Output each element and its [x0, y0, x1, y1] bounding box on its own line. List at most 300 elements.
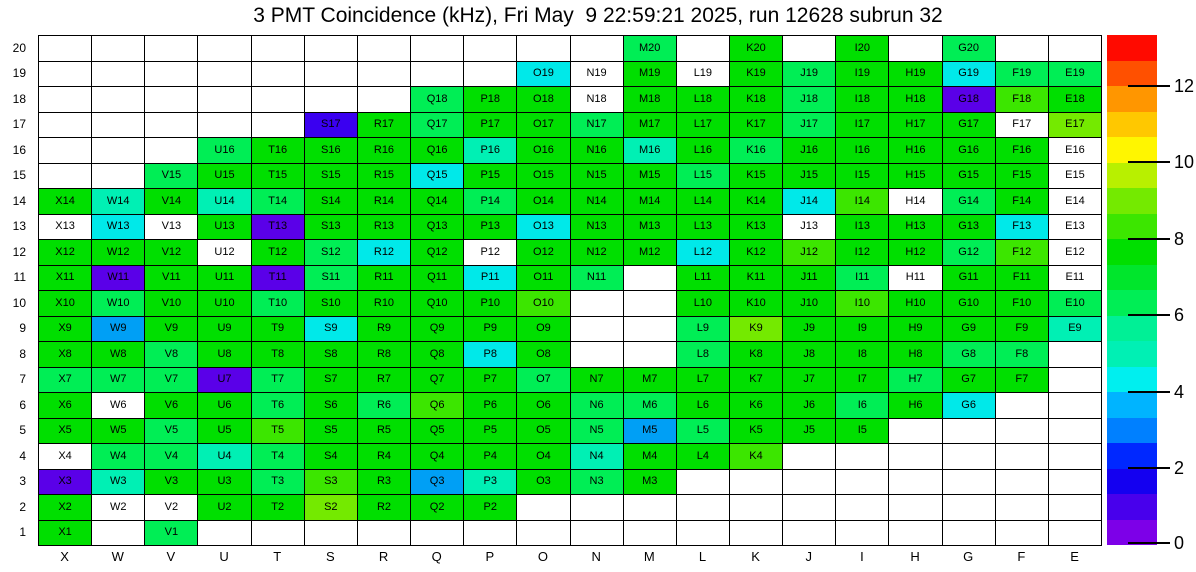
- cell-P3: P3: [464, 470, 517, 496]
- cell-S16: S16: [305, 138, 358, 164]
- cell-V3: V3: [145, 470, 198, 496]
- cell-I11: I11: [836, 266, 889, 292]
- cell-L5: L5: [677, 419, 730, 445]
- empty-cell: [889, 444, 942, 470]
- cell-H8: H8: [889, 342, 942, 368]
- cell-K4: K4: [730, 444, 783, 470]
- cell-U12: U12: [198, 240, 251, 266]
- cell-T10: T10: [252, 291, 305, 317]
- cell-K5: K5: [730, 419, 783, 445]
- cell-X13: X13: [39, 215, 92, 241]
- cell-K10: K10: [730, 291, 783, 317]
- cell-T13: T13: [252, 215, 305, 241]
- x-axis-label-H: H: [910, 549, 920, 564]
- cell-N7: N7: [571, 368, 624, 394]
- cell-Q12: Q12: [411, 240, 464, 266]
- y-axis-label-11: 11: [13, 270, 26, 285]
- cell-L4: L4: [677, 444, 730, 470]
- cell-J12: J12: [783, 240, 836, 266]
- colorbar-tick: [1128, 238, 1170, 240]
- x-axis-label-P: P: [485, 549, 495, 564]
- empty-cell: [92, 521, 145, 547]
- empty-cell: [624, 317, 677, 343]
- colorbar-tick-label: 2: [1174, 458, 1185, 479]
- empty-cell: [252, 521, 305, 547]
- cell-L15: L15: [677, 164, 730, 190]
- empty-cell: [145, 138, 198, 164]
- empty-cell: [1049, 470, 1102, 496]
- cell-X12: X12: [39, 240, 92, 266]
- cell-P18: P18: [464, 87, 517, 113]
- empty-cell: [39, 164, 92, 190]
- empty-cell: [624, 521, 677, 547]
- cell-W12: W12: [92, 240, 145, 266]
- empty-cell: [464, 36, 517, 62]
- cell-K19: K19: [730, 62, 783, 88]
- cell-I14: I14: [836, 189, 889, 215]
- cell-O9: O9: [517, 317, 570, 343]
- cell-T2: T2: [252, 495, 305, 521]
- cell-I15: I15: [836, 164, 889, 190]
- empty-cell: [92, 113, 145, 139]
- x-axis-label-O: O: [537, 549, 549, 564]
- empty-cell: [252, 113, 305, 139]
- cell-G20: G20: [943, 36, 996, 62]
- empty-cell: [252, 87, 305, 113]
- cell-T11: T11: [252, 266, 305, 292]
- empty-cell: [571, 342, 624, 368]
- empty-cell: [677, 36, 730, 62]
- cell-W4: W4: [92, 444, 145, 470]
- cell-F10: F10: [996, 291, 1049, 317]
- y-axis-label-1: 1: [19, 525, 26, 540]
- cell-W5: W5: [92, 419, 145, 445]
- colorbar-band: [1107, 239, 1157, 265]
- colorbar-band: [1107, 469, 1157, 495]
- cell-I8: I8: [836, 342, 889, 368]
- cell-V14: V14: [145, 189, 198, 215]
- colorbar-band: [1107, 188, 1157, 214]
- empty-cell: [624, 495, 677, 521]
- empty-cell: [624, 291, 677, 317]
- cell-J16: J16: [783, 138, 836, 164]
- y-axis-label-17: 17: [12, 117, 26, 132]
- cell-V11: V11: [145, 266, 198, 292]
- empty-cell: [889, 36, 942, 62]
- empty-cell: [783, 470, 836, 496]
- cell-O18: O18: [517, 87, 570, 113]
- cell-S2: S2: [305, 495, 358, 521]
- cell-P8: P8: [464, 342, 517, 368]
- x-axis-label-L: L: [698, 549, 707, 564]
- cell-S6: S6: [305, 393, 358, 419]
- cell-V13: V13: [145, 215, 198, 241]
- empty-cell: [783, 444, 836, 470]
- empty-cell: [305, 36, 358, 62]
- x-axis-label-T: T: [273, 549, 282, 564]
- cell-T12: T12: [252, 240, 305, 266]
- empty-cell: [358, 521, 411, 547]
- cell-T3: T3: [252, 470, 305, 496]
- empty-cell: [730, 470, 783, 496]
- empty-cell: [996, 521, 1049, 547]
- cell-G12: G12: [943, 240, 996, 266]
- empty-cell: [145, 87, 198, 113]
- cell-T6: T6: [252, 393, 305, 419]
- empty-cell: [996, 470, 1049, 496]
- cell-O3: O3: [517, 470, 570, 496]
- empty-cell: [39, 113, 92, 139]
- cell-J6: J6: [783, 393, 836, 419]
- cell-O11: O11: [517, 266, 570, 292]
- empty-cell: [783, 521, 836, 547]
- cell-J15: J15: [783, 164, 836, 190]
- cell-F18: F18: [996, 87, 1049, 113]
- cell-S10: S10: [305, 291, 358, 317]
- cell-E19: E19: [1049, 62, 1102, 88]
- empty-cell: [39, 87, 92, 113]
- colorbar-band: [1107, 61, 1157, 87]
- x-axis-label-S: S: [326, 549, 335, 564]
- empty-cell: [198, 521, 251, 547]
- cell-J9: J9: [783, 317, 836, 343]
- x-axis-label-W: W: [111, 549, 124, 564]
- cell-R4: R4: [358, 444, 411, 470]
- empty-cell: [1049, 36, 1102, 62]
- cell-P9: P9: [464, 317, 517, 343]
- empty-cell: [571, 291, 624, 317]
- cell-S13: S13: [305, 215, 358, 241]
- cell-S17: S17: [305, 113, 358, 139]
- cell-M4: M4: [624, 444, 677, 470]
- cell-U16: U16: [198, 138, 251, 164]
- cell-I18: I18: [836, 87, 889, 113]
- x-axis-label-F: F: [1017, 549, 1026, 564]
- cell-V5: V5: [145, 419, 198, 445]
- cell-O7: O7: [517, 368, 570, 394]
- cell-I20: I20: [836, 36, 889, 62]
- cell-T5: T5: [252, 419, 305, 445]
- cell-L8: L8: [677, 342, 730, 368]
- cell-F16: F16: [996, 138, 1049, 164]
- cell-X14: X14: [39, 189, 92, 215]
- cell-L14: L14: [677, 189, 730, 215]
- empty-cell: [624, 266, 677, 292]
- cell-N11: N11: [571, 266, 624, 292]
- cell-O6: O6: [517, 393, 570, 419]
- empty-cell: [411, 62, 464, 88]
- cell-N12: N12: [571, 240, 624, 266]
- cell-H11: H11: [889, 266, 942, 292]
- y-axis-label-5: 5: [19, 423, 26, 438]
- y-axis-label-18: 18: [12, 91, 26, 106]
- cell-I5: I5: [836, 419, 889, 445]
- empty-cell: [358, 87, 411, 113]
- empty-cell: [145, 113, 198, 139]
- cell-Q11: Q11: [411, 266, 464, 292]
- colorbar-tick-label: 6: [1174, 305, 1185, 326]
- cell-L10: L10: [677, 291, 730, 317]
- cell-R11: R11: [358, 266, 411, 292]
- empty-cell: [996, 419, 1049, 445]
- cell-P5: P5: [464, 419, 517, 445]
- cell-X5: X5: [39, 419, 92, 445]
- cell-Q18: Q18: [411, 87, 464, 113]
- empty-cell: [677, 495, 730, 521]
- cell-Q9: Q9: [411, 317, 464, 343]
- cell-N13: N13: [571, 215, 624, 241]
- cell-X11: X11: [39, 266, 92, 292]
- pmt-grid: [38, 35, 1102, 546]
- cell-E12: E12: [1049, 240, 1102, 266]
- empty-cell: [889, 495, 942, 521]
- cell-R7: R7: [358, 368, 411, 394]
- cell-S14: S14: [305, 189, 358, 215]
- cell-G15: G15: [943, 164, 996, 190]
- cell-N3: N3: [571, 470, 624, 496]
- cell-O8: O8: [517, 342, 570, 368]
- cell-V12: V12: [145, 240, 198, 266]
- empty-cell: [677, 521, 730, 547]
- cell-R3: R3: [358, 470, 411, 496]
- empty-cell: [92, 87, 145, 113]
- empty-cell: [571, 317, 624, 343]
- cell-X9: X9: [39, 317, 92, 343]
- cell-U11: U11: [198, 266, 251, 292]
- y-axis-label-8: 8: [19, 346, 26, 361]
- x-axis-label-N: N: [591, 549, 601, 564]
- empty-cell: [996, 495, 1049, 521]
- empty-cell: [730, 495, 783, 521]
- empty-cell: [464, 62, 517, 88]
- cell-G8: G8: [943, 342, 996, 368]
- empty-cell: [39, 138, 92, 164]
- x-axis-label-R: R: [378, 549, 389, 564]
- cell-U13: U13: [198, 215, 251, 241]
- cell-J19: J19: [783, 62, 836, 88]
- empty-cell: [677, 470, 730, 496]
- empty-cell: [624, 342, 677, 368]
- cell-V6: V6: [145, 393, 198, 419]
- cell-K6: K6: [730, 393, 783, 419]
- empty-cell: [305, 62, 358, 88]
- cell-S12: S12: [305, 240, 358, 266]
- cell-P11: P11: [464, 266, 517, 292]
- cell-J11: J11: [783, 266, 836, 292]
- cell-G7: G7: [943, 368, 996, 394]
- cell-P17: P17: [464, 113, 517, 139]
- cell-K13: K13: [730, 215, 783, 241]
- empty-cell: [730, 521, 783, 547]
- empty-cell: [996, 36, 1049, 62]
- cell-O12: O12: [517, 240, 570, 266]
- empty-cell: [889, 470, 942, 496]
- empty-cell: [571, 495, 624, 521]
- x-axis-label-U: U: [219, 549, 229, 564]
- cell-J13: J13: [783, 215, 836, 241]
- cell-X6: X6: [39, 393, 92, 419]
- cell-E11: E11: [1049, 266, 1102, 292]
- cell-V10: V10: [145, 291, 198, 317]
- cell-I16: I16: [836, 138, 889, 164]
- y-axis-label-9: 9: [19, 321, 26, 336]
- empty-cell: [1049, 393, 1102, 419]
- cell-P2: P2: [464, 495, 517, 521]
- cell-Q13: Q13: [411, 215, 464, 241]
- cell-M16: M16: [624, 138, 677, 164]
- cell-O13: O13: [517, 215, 570, 241]
- empty-cell: [1049, 444, 1102, 470]
- cell-H14: H14: [889, 189, 942, 215]
- cell-I12: I12: [836, 240, 889, 266]
- empty-cell: [996, 444, 1049, 470]
- cell-S11: S11: [305, 266, 358, 292]
- cell-F19: F19: [996, 62, 1049, 88]
- cell-J5: J5: [783, 419, 836, 445]
- cell-M14: M14: [624, 189, 677, 215]
- cell-F8: F8: [996, 342, 1049, 368]
- empty-cell: [92, 164, 145, 190]
- cell-X7: X7: [39, 368, 92, 394]
- cell-H13: H13: [889, 215, 942, 241]
- cell-T9: T9: [252, 317, 305, 343]
- cell-K12: K12: [730, 240, 783, 266]
- cell-I17: I17: [836, 113, 889, 139]
- cell-G19: G19: [943, 62, 996, 88]
- cell-O16: O16: [517, 138, 570, 164]
- cell-L17: L17: [677, 113, 730, 139]
- y-axis-label-3: 3: [19, 474, 26, 489]
- cell-L9: L9: [677, 317, 730, 343]
- cell-P12: P12: [464, 240, 517, 266]
- cell-M6: M6: [624, 393, 677, 419]
- cell-H10: H10: [889, 291, 942, 317]
- cell-H15: H15: [889, 164, 942, 190]
- cell-F9: F9: [996, 317, 1049, 343]
- cell-V7: V7: [145, 368, 198, 394]
- cell-G10: G10: [943, 291, 996, 317]
- cell-K20: K20: [730, 36, 783, 62]
- cell-G9: G9: [943, 317, 996, 343]
- cell-E14: E14: [1049, 189, 1102, 215]
- cell-U6: U6: [198, 393, 251, 419]
- cell-V4: V4: [145, 444, 198, 470]
- cell-P16: P16: [464, 138, 517, 164]
- empty-cell: [836, 521, 889, 547]
- cell-J8: J8: [783, 342, 836, 368]
- colorbar-band: [1107, 214, 1157, 240]
- cell-M5: M5: [624, 419, 677, 445]
- cell-O14: O14: [517, 189, 570, 215]
- empty-cell: [943, 419, 996, 445]
- cell-L18: L18: [677, 87, 730, 113]
- cell-R6: R6: [358, 393, 411, 419]
- cell-U15: U15: [198, 164, 251, 190]
- cell-X2: X2: [39, 495, 92, 521]
- cell-O17: O17: [517, 113, 570, 139]
- cell-R2: R2: [358, 495, 411, 521]
- cell-N4: N4: [571, 444, 624, 470]
- cell-O10: O10: [517, 291, 570, 317]
- cell-Q2: Q2: [411, 495, 464, 521]
- cell-J10: J10: [783, 291, 836, 317]
- cell-W11: W11: [92, 266, 145, 292]
- empty-cell: [517, 36, 570, 62]
- cell-I9: I9: [836, 317, 889, 343]
- x-axis-label-V: V: [166, 549, 176, 564]
- empty-cell: [198, 62, 251, 88]
- cell-K17: K17: [730, 113, 783, 139]
- cell-U14: U14: [198, 189, 251, 215]
- empty-cell: [1049, 419, 1102, 445]
- empty-cell: [198, 87, 251, 113]
- cell-V2: V2: [145, 495, 198, 521]
- empty-cell: [252, 62, 305, 88]
- y-axis-label-16: 16: [12, 142, 26, 157]
- empty-cell: [836, 444, 889, 470]
- empty-cell: [92, 138, 145, 164]
- y-axis-label-13: 13: [12, 219, 26, 234]
- colorbar-tick: [1128, 85, 1170, 87]
- cell-L7: L7: [677, 368, 730, 394]
- cell-R13: R13: [358, 215, 411, 241]
- colorbar-band: [1107, 494, 1157, 520]
- empty-cell: [996, 393, 1049, 419]
- cell-V1: V1: [145, 521, 198, 547]
- cell-V8: V8: [145, 342, 198, 368]
- colorbar-band: [1107, 265, 1157, 291]
- empty-cell: [783, 495, 836, 521]
- empty-cell: [943, 495, 996, 521]
- cell-K15: K15: [730, 164, 783, 190]
- x-axis-label-E: E: [1070, 549, 1079, 564]
- colorbar-band: [1107, 316, 1157, 342]
- cell-G16: G16: [943, 138, 996, 164]
- empty-cell: [39, 62, 92, 88]
- colorbar-band: [1107, 112, 1157, 138]
- empty-cell: [571, 36, 624, 62]
- cell-K9: K9: [730, 317, 783, 343]
- cell-W2: W2: [92, 495, 145, 521]
- cell-R10: R10: [358, 291, 411, 317]
- cell-I10: I10: [836, 291, 889, 317]
- y-axis-label-6: 6: [19, 397, 26, 412]
- cell-F14: F14: [996, 189, 1049, 215]
- empty-cell: [411, 36, 464, 62]
- x-axis-label-Q: Q: [431, 549, 442, 564]
- y-axis-label-20: 20: [12, 40, 26, 55]
- empty-cell: [411, 521, 464, 547]
- cell-U4: U4: [198, 444, 251, 470]
- cell-S9: S9: [305, 317, 358, 343]
- cell-Q4: Q4: [411, 444, 464, 470]
- y-axis-label-10: 10: [12, 295, 26, 310]
- empty-cell: [92, 62, 145, 88]
- cell-Q8: Q8: [411, 342, 464, 368]
- cell-E10: E10: [1049, 291, 1102, 317]
- cell-W10: W10: [92, 291, 145, 317]
- cell-N14: N14: [571, 189, 624, 215]
- cell-S8: S8: [305, 342, 358, 368]
- cell-H16: H16: [889, 138, 942, 164]
- cell-Q6: Q6: [411, 393, 464, 419]
- empty-cell: [464, 521, 517, 547]
- cell-F11: F11: [996, 266, 1049, 292]
- cell-Q17: Q17: [411, 113, 464, 139]
- empty-cell: [1049, 495, 1102, 521]
- cell-S15: S15: [305, 164, 358, 190]
- cell-N15: N15: [571, 164, 624, 190]
